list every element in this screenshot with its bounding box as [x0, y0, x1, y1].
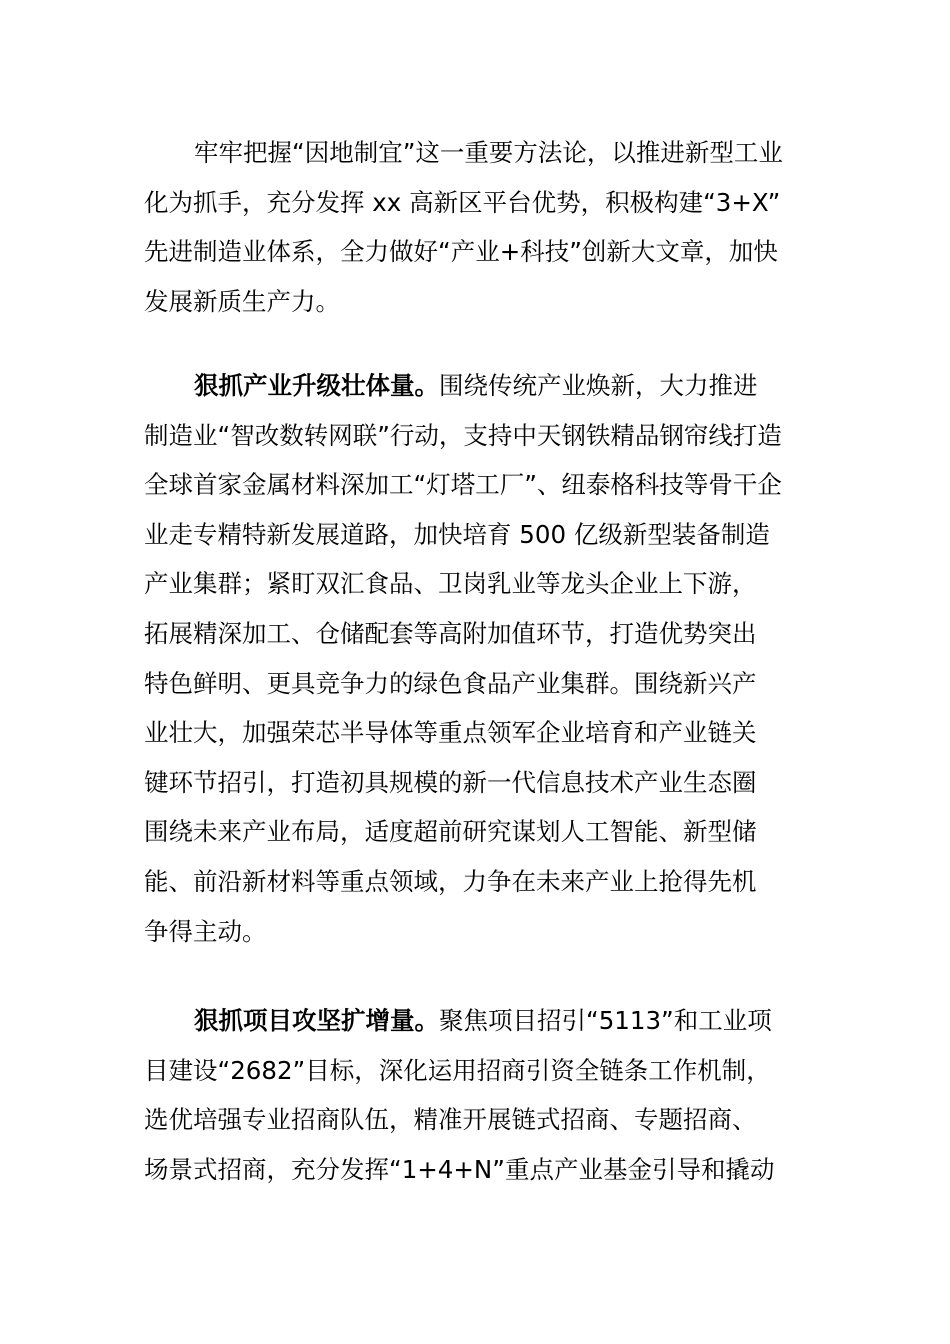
paragraph-industry-upgrade — [144, 361, 808, 956]
text-line: 键环节招引，打造初具规模的新一代信息技术产业生态圈 — [144, 767, 757, 797]
paragraph-heading: 狠抓产业升级壮体量。 — [194, 371, 439, 400]
text-line: 制造业“智改数转网联”行动，支持中天钢铁精品钢帘线打造 — [144, 420, 782, 450]
text-line: 牢牢把握“因地制宜”这一重要方法论，以推进新型工业 — [194, 138, 783, 167]
text-line: 拓展精深加工、仓储配套等高附加值环节，打造优势突出 — [144, 618, 757, 648]
text-line: 能、前沿新材料等重点领域，力争在未来产业上抢得先机 — [144, 866, 757, 896]
paragraph-project-push — [144, 996, 808, 1194]
text-line: 业走专精特新发展道路，加快培育 500 亿级新型装备制造 — [144, 519, 770, 549]
text-line: 先进制造业体系，全力做好“产业+科技”创新大文章，加快 — [144, 237, 778, 267]
text-line: 选优培强专业招商队伍，精准开展链式招商、专题招商、 — [144, 1105, 757, 1135]
text-line: 业壮大，加强荣芯半导体等重点领军企业培育和产业链关 — [144, 718, 757, 748]
text-line: 目建设“2682”目标，深化运用招商引资全链条工作机制， — [144, 1055, 771, 1085]
text-line: 特色鲜明、更具竞争力的绿色食品产业集群。围绕新兴产 — [144, 668, 757, 698]
paragraph-intro — [144, 128, 808, 326]
text-line: 争得主动。 — [144, 916, 267, 946]
text-line: 发展新质生产力。 — [144, 286, 340, 316]
text-line: 产业集群；紧盯双汇食品、卫岗乳业等龙头企业上下游， — [144, 569, 757, 599]
text-line: 狠抓产业升级壮体量。围绕传统产业焕新，大力推进 — [194, 371, 758, 400]
text-line: 化为抓手，充分发挥 xx 高新区平台优势，积极构建“3+X” — [144, 187, 781, 217]
paragraph-heading: 狠抓项目攻坚扩增量。 — [194, 1006, 439, 1035]
text-line: 狠抓项目攻坚扩增量。聚焦项目招引“5113”和工业项 — [194, 1006, 772, 1035]
text-line: 场景式招商，充分发挥“1+4+N”重点产业基金引导和撬动 — [144, 1154, 775, 1184]
text-line: 围绕未来产业布局，适度超前研究谋划人工智能、新型储 — [144, 817, 757, 847]
text-line: 全球首家金属材料深加工“灯塔工厂”、纽泰格科技等骨干企 — [144, 470, 782, 500]
